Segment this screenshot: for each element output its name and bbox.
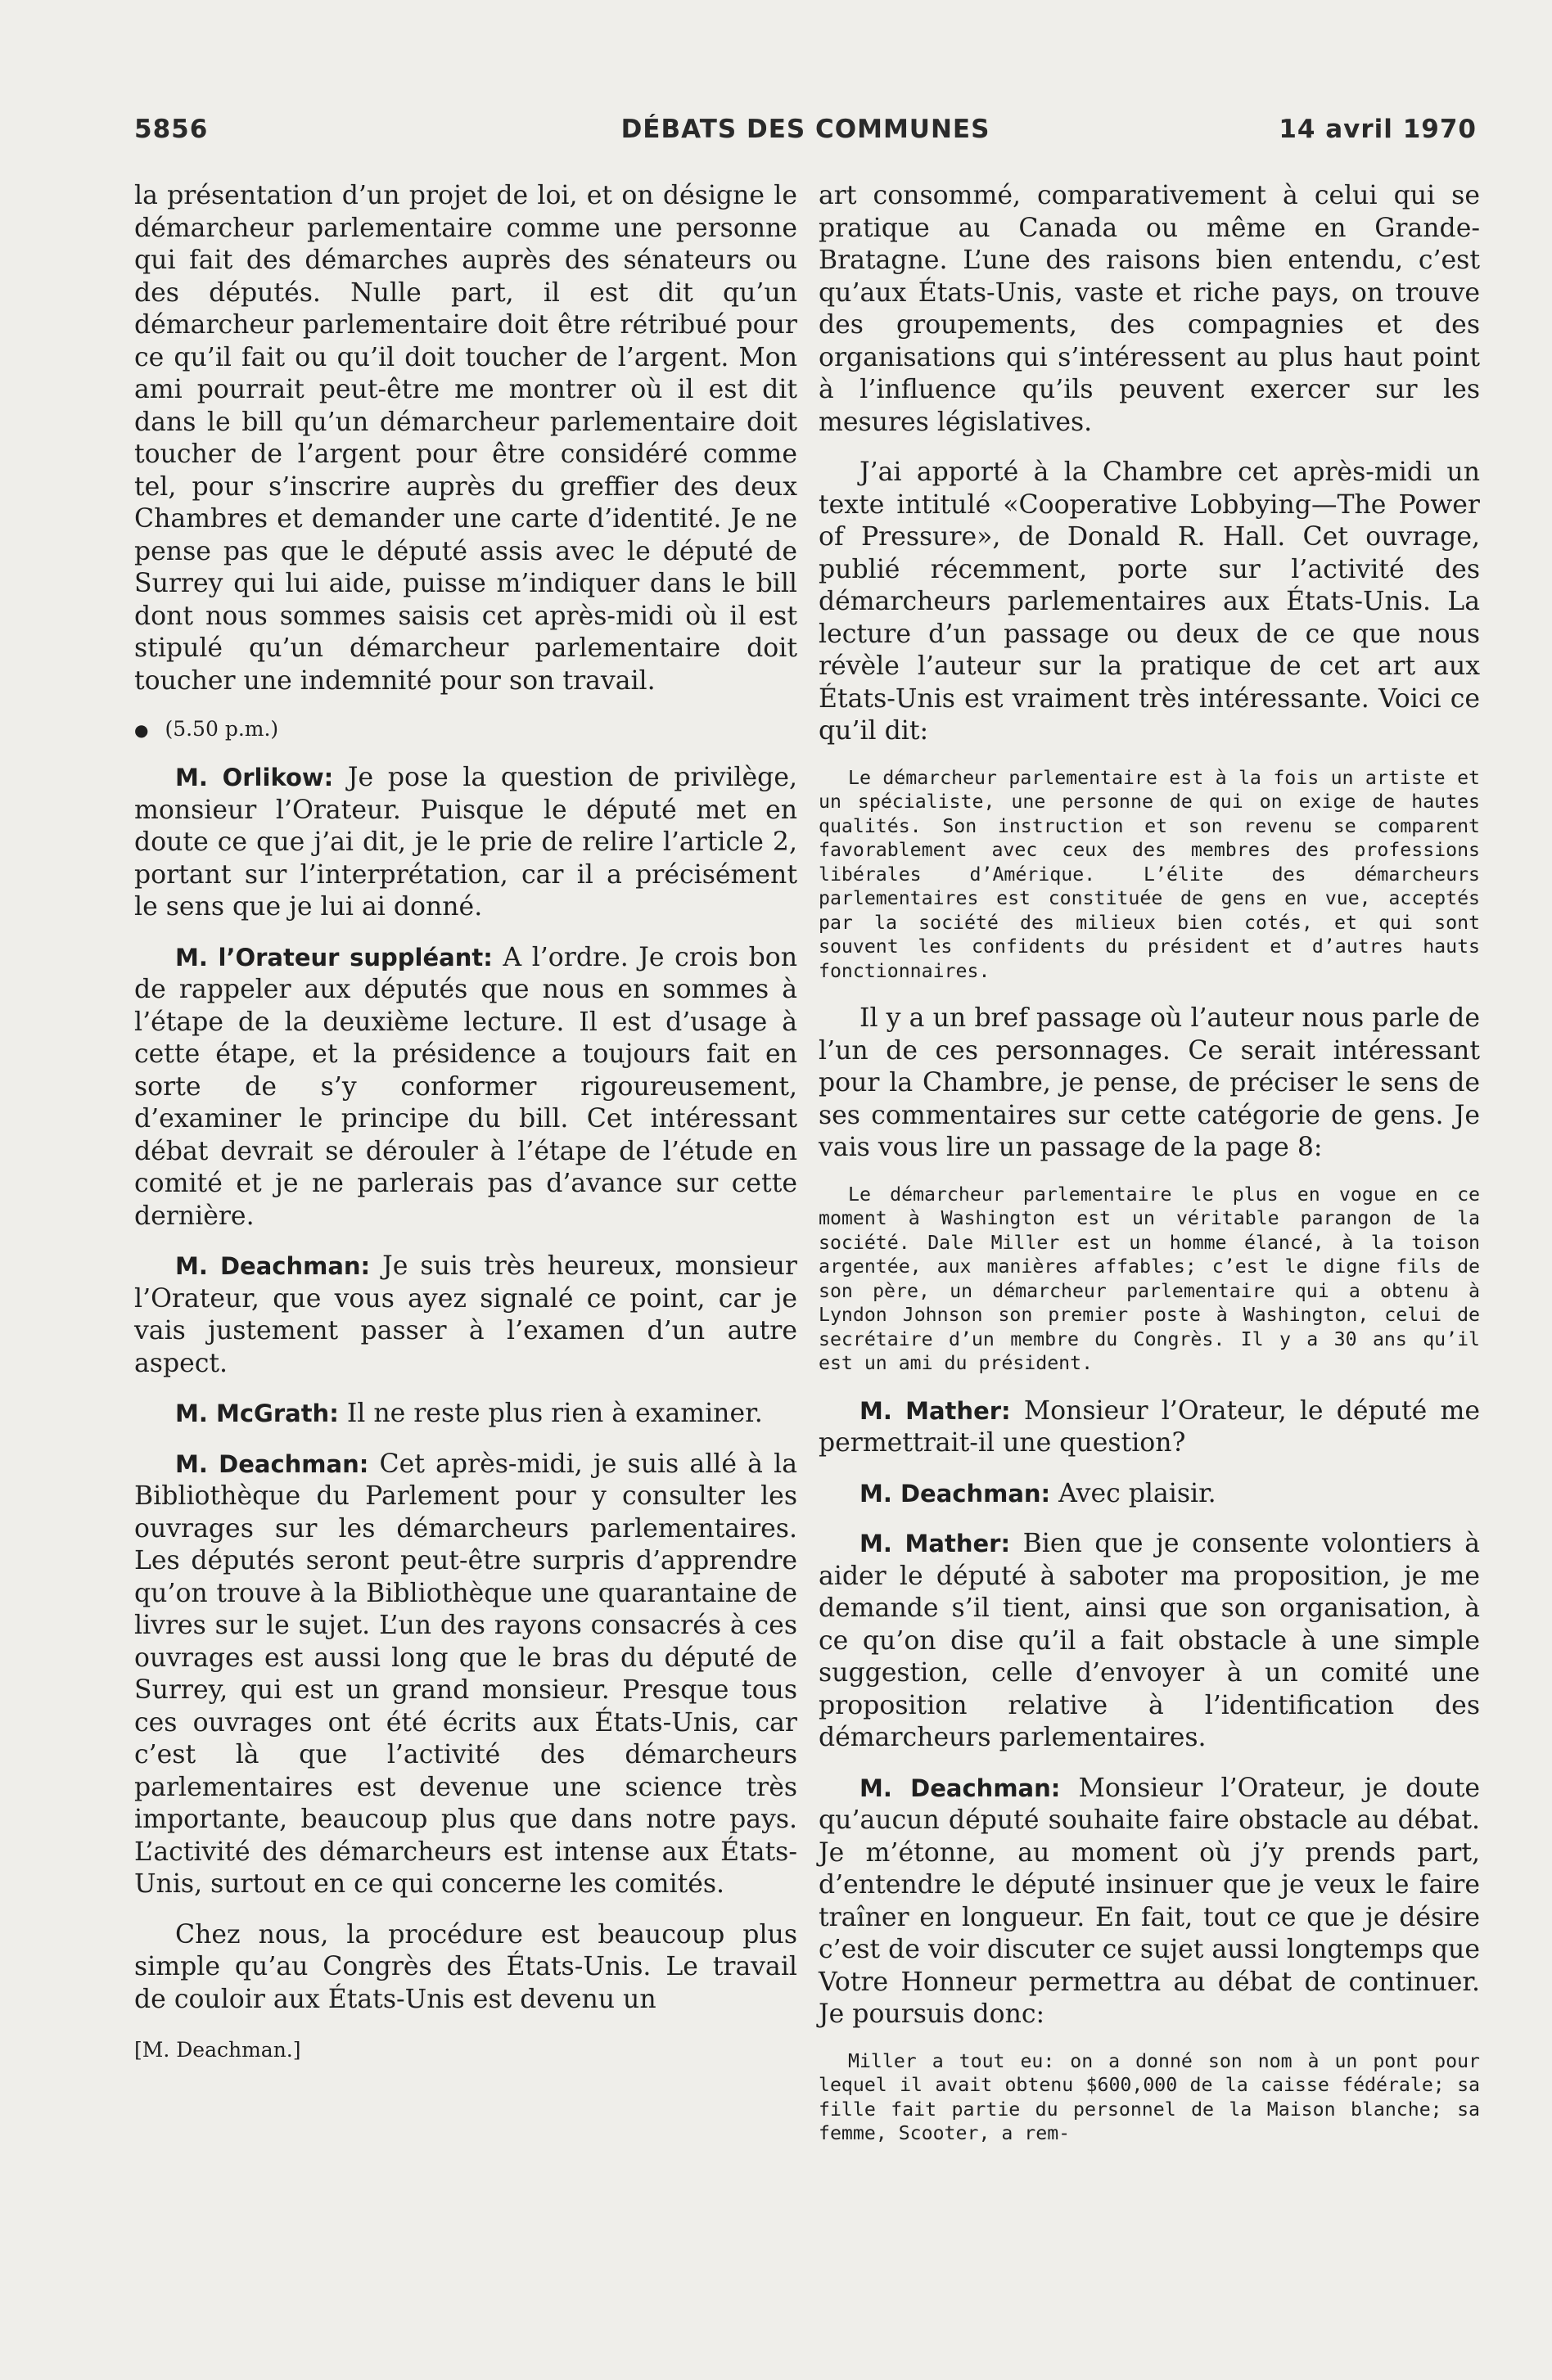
left-column [134, 180, 797, 2085]
speaker-name: M. Deachman: [859, 1774, 1061, 1802]
speaker-name: M. McGrath: [175, 1400, 339, 1427]
publication-title: DÉBATS DES COMMUNES [620, 115, 990, 144]
paragraph: art consommé, comparativement à celui qui se pratique au Canada ou même en Grande-Bratagne. L’une des raisons bien entendu, c’est qu’aux États-Unis, vaste et riche pays, on trouve des groupements, des compagnies et des organisations qui s’intéressent au plus haut point à l’influence qu’ils peuvent exercer sur les mesures législatives. [819, 181, 1480, 437]
speech [819, 1478, 1480, 1511]
bullet-icon: ● [134, 720, 149, 740]
speech [819, 1395, 1480, 1460]
block-quote: Le démarcheur parlementaire est à la fois un artiste et un spécialiste, une personne de qui on exige de hautes qualités. Son instruction et son revenu se comparent favorablement avec ceux des membres des professions libérales d’Amérique. L’élite des démarcheurs parlementaires est constituée de gens en vue, acceptés par la société des milieux bien cotés, et qui sont souvent les confidents du président et d’autres hauts fonctionnaires. [819, 766, 1480, 982]
page-number: 5856 [134, 115, 209, 144]
paragraph: la présentation d’un projet de loi, et on désigne le démarcheur parlementaire comme une personne qui fait des démarches auprès des sénateurs ou des députés. Nulle part, il est dit qu’un démarcheur parlementaire doit être rétribué pour ce qu’il fait ou qu’il doit toucher de l’argent. Mon ami pourrait peut-être me montrer où il est dit dans le bill qu’un démarcheur parlementaire doit toucher de l’argent pour être considéré comme tel, pour s’inscrire auprès du greffier des deux Chambres et demander une carte d’identité. Je ne pense pas que le député assis avec le député de Surrey qui lui aide, puisse m’indiquer dans le bill dont nous sommes saisis cet après-midi où il est stipulé qu’un démarcheur parlementaire doit toucher une indemnité pour son travail. [134, 181, 797, 696]
speech-text: A l’ordre. Je crois bon de rappeler aux députés que nous en sommes à l’étape de la deuxième lecture. Il est d’usage à cette étape, et la présidence a toujours fait en sorte de s’y conformer rigoureusement, d’examiner le principe du bill. Cet intéressant débat devrait se dérouler à l’étape de l’étude en comité et je ne parlerais pas d’avance sur cette dernière. [134, 942, 797, 1231]
paragraph: Chez nous, la procédure est beaucoup plus simple qu’au Congrès des États-Unis. Le travail de couloir aux États-Unis est devenu un [134, 1919, 797, 2014]
right-column [819, 180, 1480, 2166]
speaker-name: M. Deachman: [175, 1449, 369, 1478]
page-date: 14 avril 1970 [1279, 115, 1477, 144]
block-quote: Miller a tout eu: on a donné son nom à un pont pour lequel il avait obtenu $600,000 de la caisse fédérale; sa fille fait partie du personnel de la Maison blanche; sa femme, Scooter, a rem- [819, 2049, 1480, 2144]
speech [134, 1251, 797, 1380]
speaker-name: M. l’Orateur suppléant: [175, 943, 493, 971]
speech [134, 942, 797, 1233]
time-marker-text: (5.50 p.m.) [165, 717, 279, 741]
block-quote: Le démarcheur parlementaire le plus en vogue en ce moment à Washington est un véritable parangon de la société. Dale Miller est un homme élancé, à la toison argentée, aux manières affables; c’est le digne fils de son père, un démarcheur parlementaire qui a obtenu à Lyndon Johnson son premier poste à Washington, celui de secrétaire d’un membre du Congrès. Il y a 30 ans qu’il est un ami du président. [819, 1183, 1480, 1374]
speech-text: Je pose la question de privilège, monsieur l’Orateur. Puisque le député met en doute ce que j’ai dit, je le prie de relire l’article 2, portant sur l’interprétation, car il a précisément le sens que je lui ai donné. [134, 763, 797, 922]
speech [134, 1449, 797, 1901]
paragraph: J’ai apporté à la Chambre cet après-midi un texte intitulé «Cooperative Lobbying—The Power of Pressure», de Donald R. Hall. Cet ouvrage, publié récemment, porte sur l’activité des démarcheurs parlementaires aux États-Unis. La lecture d’un passage ou deux de ce que nous révèle l’auteur sur la pratique de cet art aux États-Unis est vraiment très intéressante. Voici ce qu’il dit: [819, 458, 1480, 746]
speech-text: Je suis très heureux, monsieur l’Orateur, que vous ayez signalé ce point, car je vais justement passer à l’examen d’un autre aspect. [134, 1251, 797, 1378]
speech-text: Cet après-midi, je suis allé à la Bibliothèque du Parlement pour y consulter les ouvrages sur les démarcheurs parlementaires. Les députés seront peut-être surpris d’apprendre qu’on trouve à la Bibliothèque une quarantaine de livres sur le sujet. L’un des rayons consacrés à ces ouvrages est aussi long que le bras du député de Surrey, qui est un grand monsieur. Presque tous ces ouvrages ont été écrits aux États-Unis, car c’est là que l’activité des démarcheurs parlementaires est devenue une science très importante, beaucoup plus que dans notre pays. L’activité des démarcheurs est intense aux États-Unis, surtout en ce qui concerne les comités. [134, 1449, 797, 1899]
speaker-name: M. Mather: [859, 1396, 1011, 1425]
speaker-signature: [M. Deachman.] [134, 2038, 301, 2062]
speech [819, 1528, 1480, 1755]
page-header [134, 115, 1477, 156]
speaker-name: M. Deachman: [175, 1252, 371, 1280]
speech [134, 762, 797, 924]
speech-text: Monsieur l’Orateur, je doute qu’aucun député souhaite faire obstacle au débat. Je m’étonne, au moment où j’y prends part, d’entendre le député insinuer que je veux le faire traîner en longueur. En fait, tout ce que je désire c’est de voir discuter ce sujet aussi longtemps que Votre Honneur permettra au débat de continuer. Je poursuis donc: [819, 1773, 1481, 2029]
speech [819, 1773, 1480, 2031]
speech-text: Il ne reste plus rien à examiner. [346, 1399, 763, 1428]
speaker-name: M. Mather: [859, 1530, 1011, 1557]
speech-text: Bien que je consente volontiers à aider le député à saboter ma proposition, je me demande s’il tient, ainsi que son organisation, à ce qu’on dise qu’il a fait obstacle à une simple suggestion, celle d’envoyer à un comité une proposition relative à l’identification des démarcheurs parlementaires. [819, 1529, 1480, 1752]
speech [134, 1398, 797, 1431]
speech-text: Avec plaisir. [1058, 1478, 1216, 1508]
speaker-name: M. Deachman: [859, 1479, 1051, 1508]
speaker-name: M. Orlikow: [175, 764, 334, 791]
paragraph: Il y a un bref passage où l’auteur nous parle de l’un de ces personnages. Ce serait intéressant pour la Chambre, je pense, de préciser le sens de ses commentaires sur cette catégorie de gens. Je vais vous lire un passage de la page 8: [819, 1003, 1480, 1162]
speech-text: Monsieur l’Orateur, le député me permettrait-il une question? [819, 1395, 1480, 1458]
time-marker [134, 715, 797, 744]
